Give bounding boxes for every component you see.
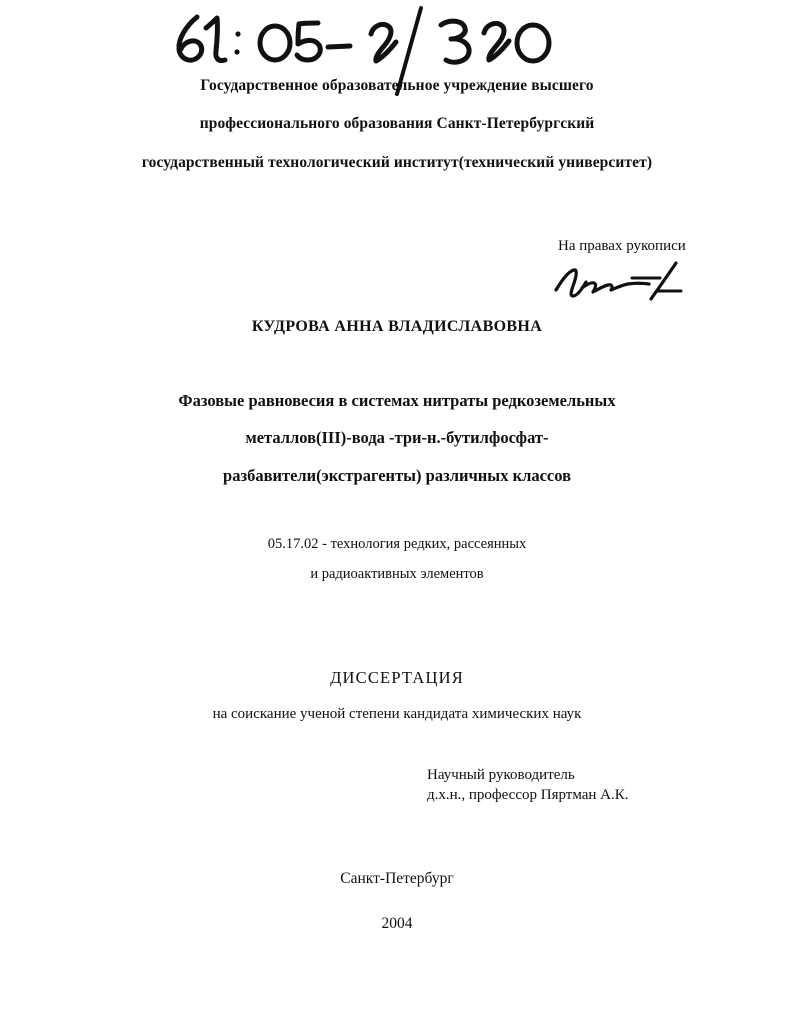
- specialty-block: [0, 537, 794, 583]
- manuscript-rights-label: На правах рукописи: [558, 238, 686, 254]
- title-line-3: разбавители(экстрагенты) различных классов: [223, 465, 571, 485]
- supervisor-name: д.х.н., профессор Пяртман А.К.: [427, 786, 629, 803]
- supervisor-block: [427, 766, 629, 806]
- publication-city: Санкт-Петербург: [340, 870, 454, 887]
- supervisor-role: Научный руководитель: [427, 767, 575, 783]
- institution-line-1: Государственное образовательное учреждение высшего: [200, 77, 594, 94]
- author-name: КУДРОВА АННА ВЛАДИСЛАВОВНА: [251, 318, 543, 335]
- degree-block: [0, 668, 794, 723]
- document-type-heading: ДИССЕРТАЦИЯ: [330, 668, 464, 687]
- institution-line-2: профессионального образования Санкт-Петербургский: [199, 115, 595, 133]
- specialty-line-2: и радиоактивных элементов: [310, 565, 484, 582]
- degree-subtitle: на соискание ученой степени кандидата химических наук: [212, 706, 582, 722]
- dissertation-title: [0, 392, 794, 484]
- signature-icon: [548, 258, 698, 302]
- publication-year: 2004: [381, 915, 413, 932]
- institution-header: [0, 78, 794, 171]
- handwritten-archive-number: [168, 6, 568, 72]
- title-line-1: Фазовые равновесия в системах нитраты редкоземельных: [178, 391, 616, 410]
- title-line-2: металлов(III)-вода -три-н.-бутилфосфат-: [245, 428, 549, 448]
- specialty-line-1: 05.17.02 - технология редких, рассеянных: [267, 536, 527, 552]
- institution-line-3: государственный технологический институт(технический университет): [141, 153, 653, 171]
